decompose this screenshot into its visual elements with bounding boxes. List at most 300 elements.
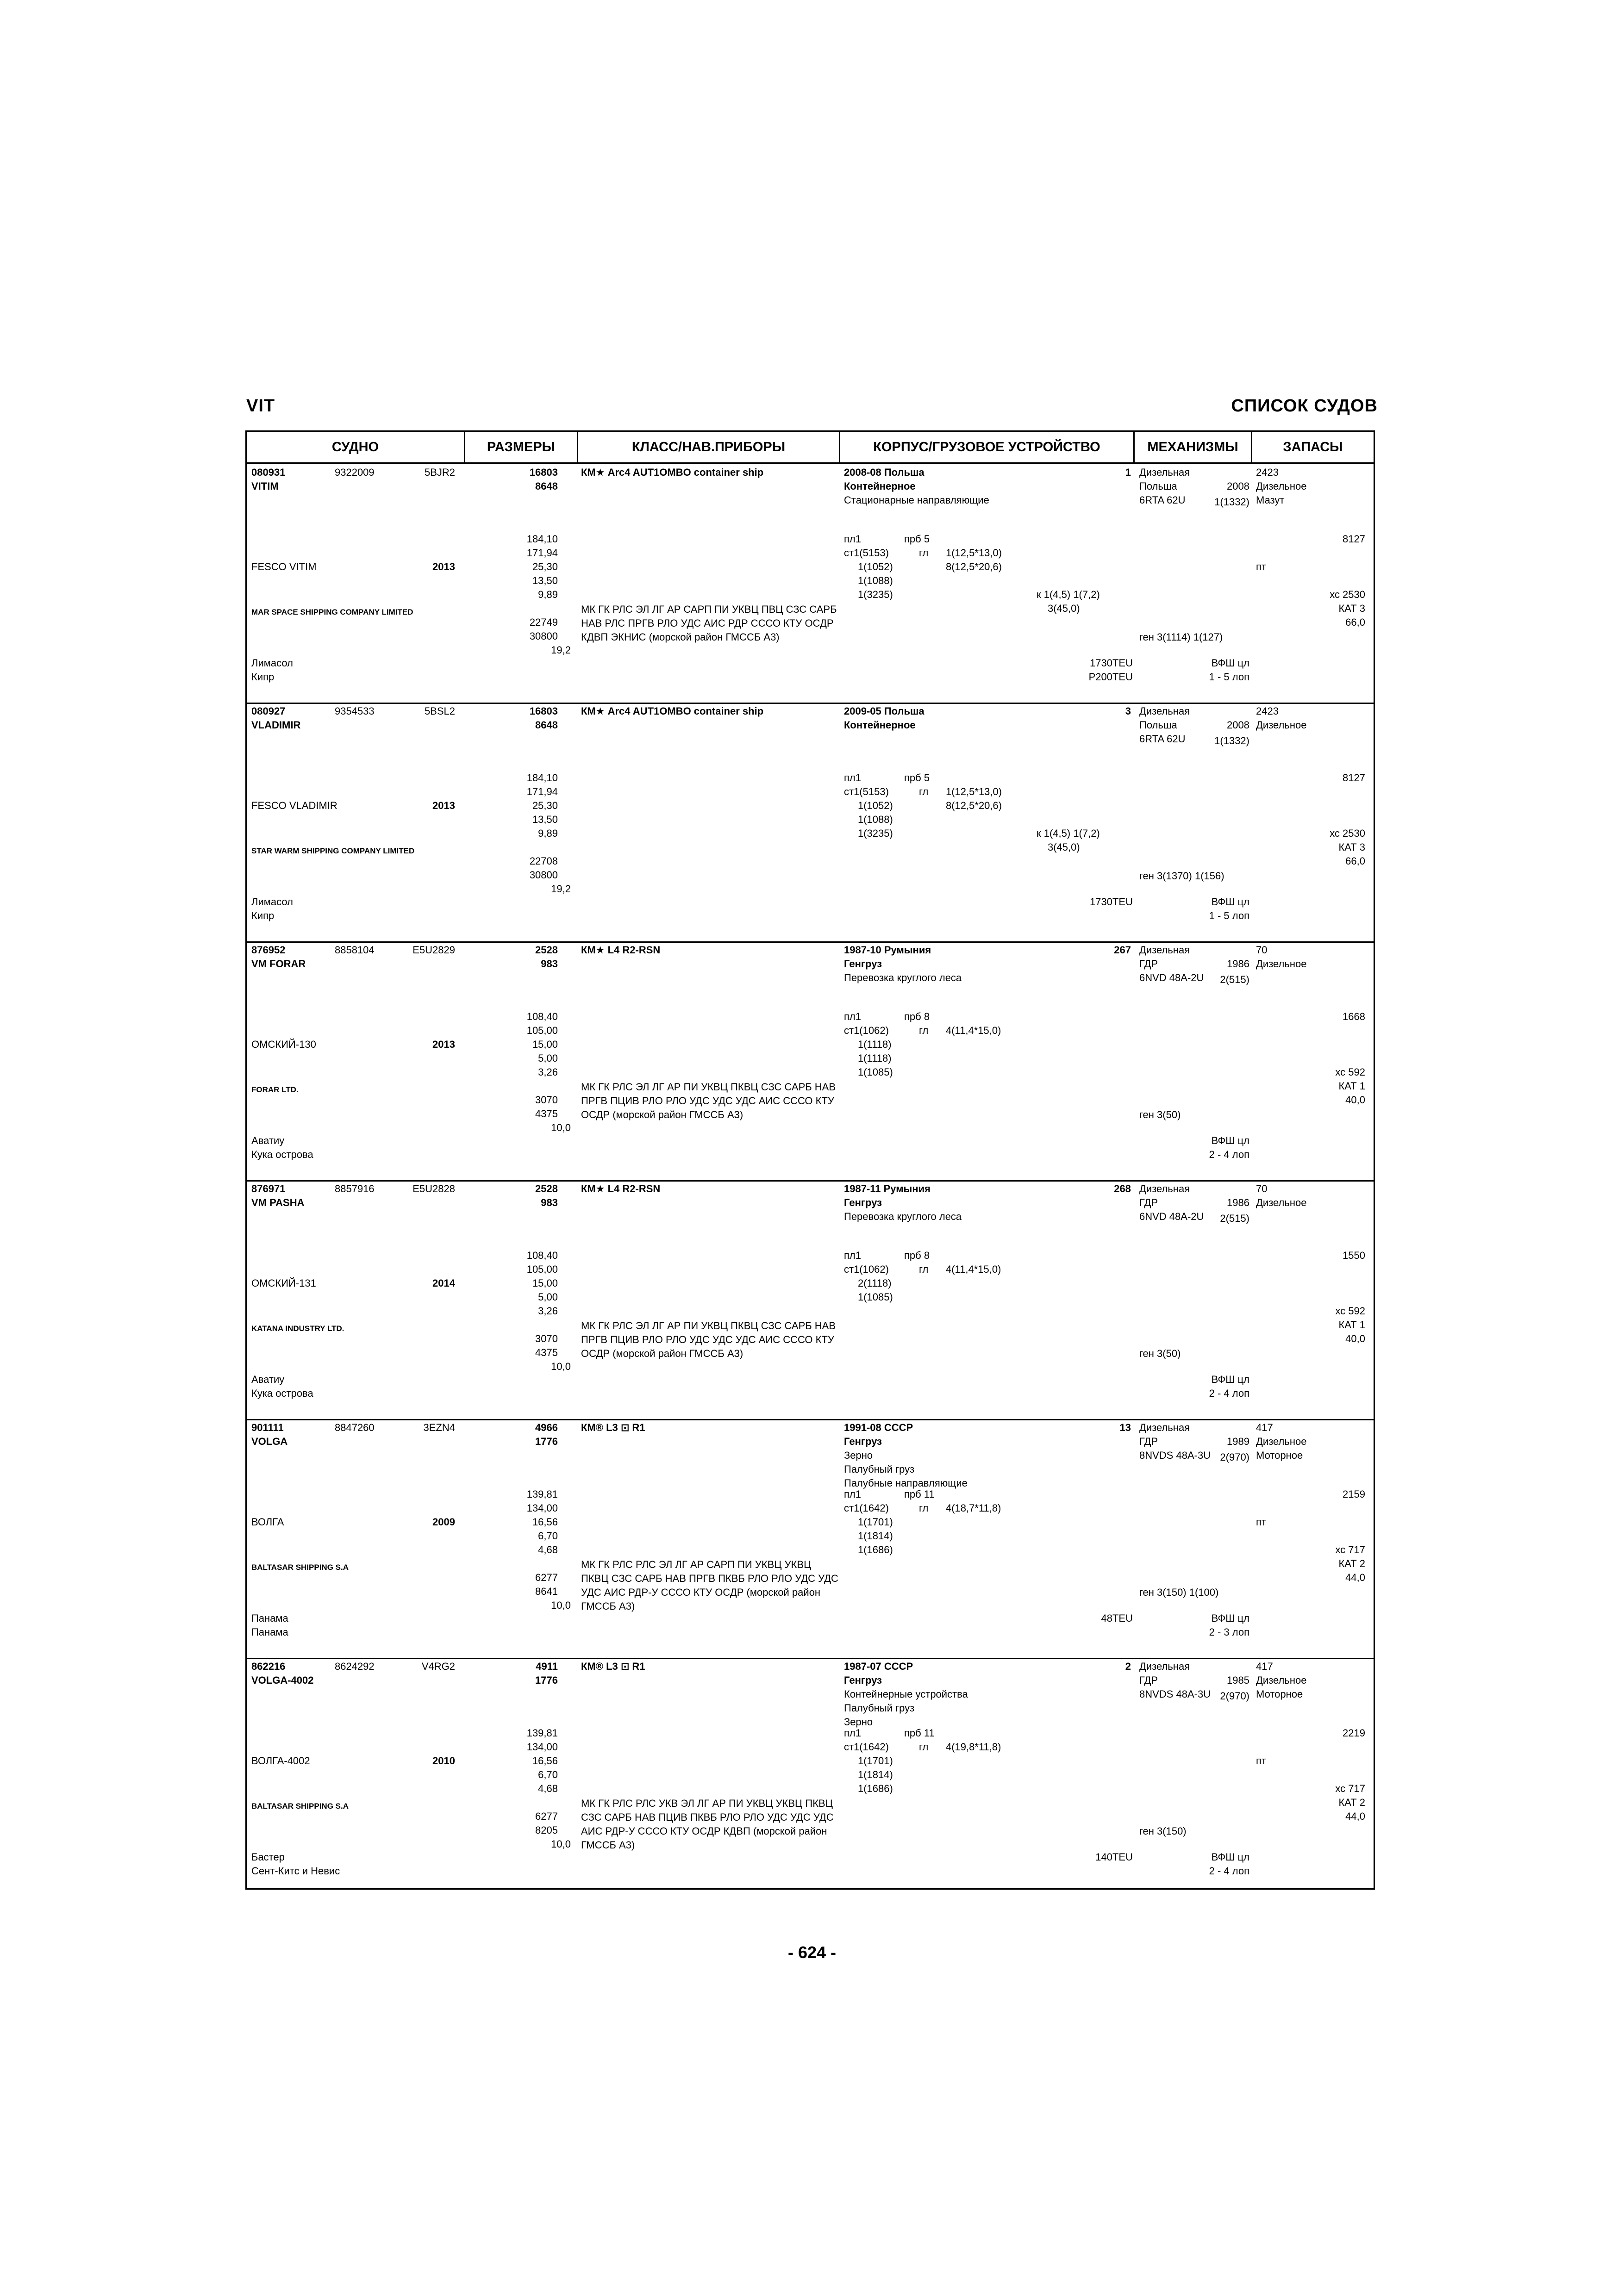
reserve-speed: 40,0 bbox=[1345, 1333, 1365, 1344]
dimension-value: 30800 bbox=[529, 630, 558, 642]
dimension-value: 1776 bbox=[535, 1674, 558, 1686]
dimension-value: 139,81 bbox=[526, 1488, 558, 1500]
reserve-range: 8127 bbox=[1343, 772, 1365, 784]
engine-country: ГДР bbox=[1139, 958, 1158, 970]
dimension-value: 6,70 bbox=[538, 1530, 558, 1542]
dimension-value: 13,50 bbox=[532, 814, 558, 825]
engine-model: 6RTA 62U bbox=[1139, 494, 1186, 506]
fuel-type: Дизельное bbox=[1256, 1674, 1307, 1686]
ship-name: VITIM bbox=[251, 480, 279, 492]
engine-country: ГДР bbox=[1139, 1436, 1158, 1447]
flag-state: Кипр bbox=[251, 671, 275, 683]
dimension-value: 25,30 bbox=[532, 561, 558, 572]
engine-year: 1986 bbox=[1227, 1197, 1249, 1208]
nav-equipment: МК ГК РЛС ЭЛ ЛГ АР САРП ПИ УКВЦ ПВЦ СЗС САРБ НАВ РЛС ПРГВ РЛО УДС АИС РДР СССО КТУ ОСДР КДВП ЭКНИС (морской район ГМССБ А3) bbox=[581, 604, 837, 643]
engine-count: 2(515) bbox=[1220, 974, 1249, 985]
reserve-xs: хс 592 bbox=[1335, 1066, 1365, 1078]
generators: ген 3(150) bbox=[1139, 1825, 1187, 1837]
dimension-value: 10,0 bbox=[551, 1361, 571, 1372]
former-name: FESCO VLADIMIR bbox=[251, 800, 337, 811]
column-header-machinery: МЕХАНИЗМЫ bbox=[1135, 432, 1252, 462]
ship-list-table bbox=[245, 430, 1375, 1890]
registry-number: 901111 bbox=[251, 1422, 284, 1433]
dimension-value: 16803 bbox=[529, 705, 558, 717]
build-date-country: 1987-10 Румыния bbox=[844, 944, 931, 956]
engine-year: 1985 bbox=[1227, 1674, 1249, 1686]
crane-capacity: к 1(4,5) 1(7,2) bbox=[1037, 589, 1100, 600]
hull-feature: Палубные направляющие bbox=[844, 1477, 968, 1489]
ship-record bbox=[247, 1419, 1374, 1659]
ship-type: Контейнерное bbox=[844, 719, 916, 731]
crane-capacity-secondary: 3(45,0) bbox=[1048, 841, 1080, 853]
dimension-value: 10,0 bbox=[551, 1122, 571, 1133]
hold-capacity: 1(1085) bbox=[858, 1291, 893, 1303]
home-port: Бастер bbox=[251, 1851, 285, 1863]
build-date-country: 1987-11 Румыния bbox=[844, 1183, 931, 1195]
fuel-type: Дизельное bbox=[1256, 1197, 1307, 1208]
ship-type: Контейнерное bbox=[844, 480, 916, 492]
hatch-size: 4(11,4*15,0) bbox=[946, 1263, 1001, 1275]
dimension-value: 13,50 bbox=[532, 575, 558, 586]
hold-capacity: 1(1088) bbox=[858, 814, 893, 825]
nav-equipment: МК ГК РЛС ЭЛ ЛГ АР ПИ УКВЦ ПКВЦ СЗС САРБ НАВ ПРГВ ПЦИВ РЛО РЛО УДС УДС УДС АИС СССО КТУ ОСДР (морской район ГМССБ А3) bbox=[581, 1081, 836, 1120]
container-capacity: 1730TEU bbox=[1090, 657, 1133, 669]
hold-capacity: 1(1088) bbox=[858, 575, 893, 586]
dimension-value: 8641 bbox=[535, 1586, 558, 1597]
call-sign: E5U2828 bbox=[412, 1183, 455, 1195]
dimension-value: 22708 bbox=[529, 855, 558, 867]
home-port: Лимасол bbox=[251, 896, 293, 908]
dimension-value: 3,26 bbox=[538, 1305, 558, 1317]
build-date-country: 1991-08 СССР bbox=[844, 1422, 913, 1433]
dimension-value: 3,26 bbox=[538, 1066, 558, 1078]
flag-state: Сент-Китс и Невис bbox=[251, 1865, 340, 1877]
hold-capacity: 2(1118) bbox=[858, 1277, 892, 1289]
column-header-reserves: ЗАПАСЫ bbox=[1283, 440, 1343, 454]
home-port: Панама bbox=[251, 1612, 288, 1624]
hull-feature: Контейнерные устройства bbox=[844, 1688, 968, 1700]
ship-type: Генгруз bbox=[844, 1197, 882, 1208]
reserve-power: 417 bbox=[1256, 1661, 1273, 1672]
hold-capacity: ст1(1062) bbox=[844, 1025, 889, 1036]
former-name: ВОЛГА bbox=[251, 1516, 284, 1528]
propeller: ВФШ цл bbox=[1211, 1612, 1249, 1624]
reserve-power: 2423 bbox=[1256, 705, 1279, 717]
engine-model: 8NVDS 48A-3U bbox=[1139, 1688, 1211, 1700]
fuel-type: Моторное bbox=[1256, 1450, 1303, 1461]
dimension-value: 22749 bbox=[529, 616, 558, 628]
hull-number: 268 bbox=[1114, 1183, 1131, 1195]
dimension-value: 3070 bbox=[535, 1094, 558, 1106]
propeller: ВФШ цл bbox=[1211, 1374, 1249, 1385]
dimension-value: 16803 bbox=[529, 467, 558, 478]
generators: ген 3(150) 1(100) bbox=[1139, 1587, 1219, 1598]
engine-count: 1(1332) bbox=[1214, 496, 1249, 508]
ship-record bbox=[247, 703, 1374, 943]
hatch-prefix: гл bbox=[919, 1263, 929, 1275]
deck-count: пл1 bbox=[844, 772, 861, 784]
dimension-value: 19,2 bbox=[551, 644, 571, 656]
reserve-category: КАТ 1 bbox=[1338, 1080, 1365, 1092]
imo-number: 8847260 bbox=[335, 1422, 375, 1433]
hold-capacity: 1(1052) bbox=[858, 800, 893, 811]
dimension-value: 184,10 bbox=[526, 772, 558, 784]
hold-capacity: 1(1701) bbox=[858, 1516, 893, 1528]
reserve-power: 70 bbox=[1256, 1183, 1268, 1195]
reserve-power: 2423 bbox=[1256, 467, 1279, 478]
engine-count: 1(1332) bbox=[1214, 735, 1249, 747]
ship-name: VM PASHA bbox=[251, 1197, 305, 1208]
hull-feature: Перевозка круглого леса bbox=[844, 1211, 962, 1222]
crane-capacity: к 1(4,5) 1(7,2) bbox=[1037, 828, 1100, 839]
fuel-type: Дизельное bbox=[1256, 480, 1307, 492]
engine-count: 2(515) bbox=[1220, 1213, 1249, 1224]
build-date-country: 1987-07 СССР bbox=[844, 1661, 913, 1672]
registry-number: 080927 bbox=[251, 705, 286, 717]
nav-equipment: МК ГК РЛС ЭЛ ЛГ АР ПИ УКВЦ ПКВЦ СЗС САРБ НАВ ПРГВ ПЦИВ РЛО РЛО УДС УДС УДС АИС СССО КТУ ОСДР (морской район ГМССБ А3) bbox=[581, 1320, 836, 1359]
reserve-speed: 66,0 bbox=[1345, 616, 1365, 628]
ship-name: VM FORAR bbox=[251, 958, 306, 970]
fuel-type: Дизельное bbox=[1256, 958, 1307, 970]
column-header-row bbox=[247, 432, 1374, 464]
hold-capacity: 1(1686) bbox=[858, 1783, 893, 1794]
engine-country: Польша bbox=[1139, 719, 1177, 731]
dimension-value: 4966 bbox=[535, 1422, 558, 1433]
reserve-range: 8127 bbox=[1343, 533, 1365, 545]
deck-count: пл1 bbox=[844, 1488, 861, 1500]
engine-type: Дизельная bbox=[1139, 1661, 1190, 1672]
ship-type: Генгруз bbox=[844, 1436, 882, 1447]
engine-type: Дизельная bbox=[1139, 1183, 1190, 1195]
hold-capacity: ст1(5153) bbox=[844, 547, 889, 559]
engine-year: 1989 bbox=[1227, 1436, 1249, 1447]
ship-record bbox=[247, 1180, 1374, 1420]
engine-type: Дизельная bbox=[1139, 1422, 1190, 1433]
hull-feature: Перевозка круглого леса bbox=[844, 972, 962, 983]
dimension-value: 8205 bbox=[535, 1824, 558, 1836]
propeller-blades: 2 - 4 лоп bbox=[1209, 1388, 1249, 1399]
owner-name: BALTASAR SHIPPING S.A bbox=[251, 1563, 349, 1572]
propeller: ВФШ цл bbox=[1211, 896, 1249, 908]
reserve-speed: 44,0 bbox=[1345, 1572, 1365, 1583]
call-sign: 3EZN4 bbox=[423, 1422, 455, 1433]
dimension-value: 8648 bbox=[535, 480, 558, 492]
hull-number: 1 bbox=[1125, 467, 1131, 478]
ship-record bbox=[247, 464, 1374, 704]
former-name-year: 2014 bbox=[432, 1277, 455, 1289]
home-port: Аватиу bbox=[251, 1374, 285, 1385]
deck-count: пл1 bbox=[844, 1011, 861, 1022]
reserve-range: 2159 bbox=[1343, 1488, 1365, 1500]
dimension-value: 16,56 bbox=[532, 1755, 558, 1767]
fuel-type: Моторное bbox=[1256, 1688, 1303, 1700]
page-number: - 624 - bbox=[787, 1943, 837, 1962]
flag-state: Кука острова bbox=[251, 1388, 313, 1399]
reserve-range: 2219 bbox=[1343, 1727, 1365, 1739]
engine-country: ГДР bbox=[1139, 1674, 1158, 1686]
reserve-category: КАТ 2 bbox=[1338, 1797, 1365, 1808]
hold-capacity: ст1(5153) bbox=[844, 786, 889, 797]
bulkhead-count: прб 5 bbox=[904, 533, 930, 545]
dimension-value: 8648 bbox=[535, 719, 558, 731]
reserve-category: КАТ 3 bbox=[1338, 603, 1365, 614]
hatch-size: 8(12,5*20,6) bbox=[946, 800, 1002, 811]
reserve-range: 1668 bbox=[1343, 1011, 1365, 1022]
imo-number: 8857916 bbox=[335, 1183, 375, 1195]
hull-number: 13 bbox=[1119, 1422, 1131, 1433]
dimension-value: 4,68 bbox=[538, 1783, 558, 1794]
engine-year: 1986 bbox=[1227, 958, 1249, 970]
engine-year: 2008 bbox=[1227, 719, 1249, 731]
dimension-value: 105,00 bbox=[526, 1263, 558, 1275]
owner-name: MAR SPACE SHIPPING COMPANY LIMITED bbox=[251, 608, 413, 616]
hold-capacity: 1(1118) bbox=[858, 1052, 892, 1064]
dimension-value: 10,0 bbox=[551, 1838, 571, 1850]
hatch-size: 4(19,8*11,8) bbox=[946, 1741, 1001, 1753]
former-name-year: 2013 bbox=[432, 561, 455, 572]
hold-capacity: ст1(1062) bbox=[844, 1263, 889, 1275]
former-name-year: 2010 bbox=[432, 1755, 455, 1767]
owner-name: FORAR LTD. bbox=[251, 1085, 299, 1094]
dimension-value: 4,68 bbox=[538, 1544, 558, 1556]
build-date-country: 2008-08 Польша bbox=[844, 467, 924, 478]
ship-type: Генгруз bbox=[844, 1674, 882, 1686]
flag-state: Кука острова bbox=[251, 1149, 313, 1160]
class-notation: КМ★ Arc4 AUT1OMBO container ship bbox=[581, 705, 764, 717]
call-sign: E5U2829 bbox=[412, 944, 455, 956]
dimension-value: 5,00 bbox=[538, 1291, 558, 1303]
ship-record bbox=[247, 941, 1374, 1182]
hold-capacity: 1(1085) bbox=[858, 1066, 893, 1078]
generators: ген 3(1114) 1(127) bbox=[1139, 631, 1223, 643]
former-name-year: 2013 bbox=[432, 1039, 455, 1050]
dimension-value: 4911 bbox=[536, 1661, 558, 1672]
reserve-speed: 44,0 bbox=[1345, 1811, 1365, 1822]
reserve-pt: пт bbox=[1256, 1755, 1266, 1767]
generators: ген 3(50) bbox=[1139, 1348, 1181, 1359]
hull-number: 2 bbox=[1125, 1661, 1131, 1672]
engine-model: 8NVDS 48A-3U bbox=[1139, 1450, 1211, 1461]
hold-capacity: 1(3235) bbox=[858, 828, 893, 839]
dimension-value: 3070 bbox=[535, 1333, 558, 1344]
class-notation: КМ® L3 ⊡ R1 bbox=[581, 1422, 645, 1433]
bulkhead-count: прб 8 bbox=[904, 1250, 930, 1261]
hold-capacity: 1(1052) bbox=[858, 561, 893, 572]
hatch-prefix: гл bbox=[919, 786, 929, 797]
former-name: FESCO VITIM bbox=[251, 561, 317, 572]
reserve-power: 417 bbox=[1256, 1422, 1273, 1433]
propeller: ВФШ цл bbox=[1211, 1135, 1249, 1146]
imo-number: 8858104 bbox=[335, 944, 375, 956]
former-name: ОМСКИЙ-130 bbox=[251, 1039, 316, 1050]
dimension-value: 134,00 bbox=[526, 1502, 558, 1514]
dimension-value: 30800 bbox=[529, 869, 558, 881]
flag-state: Кипр bbox=[251, 910, 275, 921]
deck-count: пл1 bbox=[844, 1727, 861, 1739]
owner-name: STAR WARM SHIPPING COMPANY LIMITED bbox=[251, 846, 415, 855]
dimension-value: 134,00 bbox=[526, 1741, 558, 1753]
reserve-speed: 40,0 bbox=[1345, 1094, 1365, 1106]
engine-type: Дизельная bbox=[1139, 944, 1190, 956]
dimension-value: 9,89 bbox=[538, 828, 558, 839]
column-header-hull: КОРПУС/ГРУЗОВОЕ УСТРОЙСТВО bbox=[840, 432, 1135, 462]
owner-name: KATANA INDUSTRY LTD. bbox=[251, 1324, 344, 1333]
hull-feature: Зерно bbox=[844, 1450, 873, 1461]
home-port: Аватиу bbox=[251, 1135, 285, 1146]
dimension-value: 5,00 bbox=[538, 1052, 558, 1064]
former-name-year: 2009 bbox=[432, 1516, 455, 1528]
former-name: ОМСКИЙ-131 bbox=[251, 1277, 316, 1289]
dimension-value: 4375 bbox=[535, 1108, 558, 1120]
deck-count: пл1 bbox=[844, 1250, 861, 1261]
propeller-blades: 2 - 3 лоп bbox=[1209, 1626, 1249, 1638]
hull-feature: Палубный груз bbox=[844, 1463, 915, 1475]
engine-type: Дизельная bbox=[1139, 705, 1190, 717]
engine-country: ГДР bbox=[1139, 1197, 1158, 1208]
hatch-size: 4(11,4*15,0) bbox=[946, 1025, 1001, 1036]
class-notation: КМ★ Arc4 AUT1OMBO container ship bbox=[581, 467, 764, 478]
engine-country: Польша bbox=[1139, 480, 1177, 492]
propeller: ВФШ цл bbox=[1211, 657, 1249, 669]
running-header-left: VIT bbox=[246, 396, 275, 416]
class-notation: КМ® L3 ⊡ R1 bbox=[581, 1661, 645, 1672]
reserve-category: КАТ 3 bbox=[1338, 841, 1365, 853]
dimension-value: 4375 bbox=[535, 1347, 558, 1358]
engine-count: 2(970) bbox=[1220, 1690, 1249, 1702]
hatch-size: 1(12,5*13,0) bbox=[946, 786, 1002, 797]
column-header-dimensions: РАЗМЕРЫ bbox=[465, 432, 578, 462]
dimension-value: 139,81 bbox=[526, 1727, 558, 1739]
dimension-value: 15,00 bbox=[532, 1277, 558, 1289]
dimension-value: 184,10 bbox=[526, 533, 558, 545]
dimension-value: 9,89 bbox=[538, 589, 558, 600]
dimension-value: 16,56 bbox=[532, 1516, 558, 1528]
dimension-value: 6277 bbox=[535, 1811, 558, 1822]
generators: ген 3(1370) 1(156) bbox=[1139, 870, 1224, 882]
build-date-country: 2009-05 Польша bbox=[844, 705, 924, 717]
hatch-prefix: гл bbox=[919, 1741, 929, 1753]
dimension-value: 19,2 bbox=[551, 883, 571, 895]
crane-capacity-secondary: 3(45,0) bbox=[1048, 603, 1080, 614]
ship-record bbox=[247, 1658, 1374, 1897]
hull-feature: Стационарные направляющие bbox=[844, 494, 989, 506]
dimension-value: 2528 bbox=[535, 1183, 558, 1195]
bulkhead-count: прб 11 bbox=[904, 1488, 935, 1500]
hatch-size: 8(12,5*20,6) bbox=[946, 561, 1002, 572]
hold-capacity: 1(1686) bbox=[858, 1544, 893, 1556]
call-sign: 5BSL2 bbox=[424, 705, 455, 717]
bulkhead-count: прб 11 bbox=[904, 1727, 935, 1739]
registry-number: 876971 bbox=[251, 1183, 286, 1195]
class-notation: КМ★ L4 R2-RSN bbox=[581, 944, 661, 956]
ship-name: VLADIMIR bbox=[251, 719, 301, 731]
dimension-value: 108,40 bbox=[526, 1250, 558, 1261]
deck-count: пл1 bbox=[844, 533, 861, 545]
bulkhead-count: прб 8 bbox=[904, 1011, 930, 1022]
dimension-value: 6,70 bbox=[538, 1769, 558, 1780]
column-header-ship: СУДНО bbox=[247, 432, 465, 462]
bulkhead-count: прб 5 bbox=[904, 772, 930, 784]
engine-type: Дизельная bbox=[1139, 467, 1190, 478]
reserve-power: 70 bbox=[1256, 944, 1268, 956]
engine-model: 6NVD 48A-2U bbox=[1139, 1211, 1204, 1222]
flag-state: Панама bbox=[251, 1626, 288, 1638]
container-capacity: 1730TEU bbox=[1090, 896, 1133, 908]
call-sign: 5BJR2 bbox=[424, 467, 455, 478]
ship-name: VOLGA bbox=[251, 1436, 288, 1447]
fuel-type: Дизельное bbox=[1256, 719, 1307, 731]
former-name: ВОЛГА-4002 bbox=[251, 1755, 310, 1767]
container-capacity-secondary: Р200TEU bbox=[1088, 671, 1133, 683]
hold-capacity: ст1(1642) bbox=[844, 1502, 889, 1514]
dimension-value: 171,94 bbox=[526, 786, 558, 797]
reserve-category: КАТ 2 bbox=[1338, 1558, 1365, 1569]
dimension-value: 1776 bbox=[535, 1436, 558, 1447]
hull-feature: Палубный груз bbox=[844, 1702, 915, 1714]
owner-name: BALTASAR SHIPPING S.A bbox=[251, 1802, 349, 1811]
propeller-blades: 2 - 4 лоп bbox=[1209, 1865, 1249, 1877]
reserve-xs: хс 717 bbox=[1335, 1783, 1365, 1794]
propeller: ВФШ цл bbox=[1211, 1851, 1249, 1863]
propeller-blades: 1 - 5 лоп bbox=[1209, 910, 1249, 921]
ship-type: Генгруз bbox=[844, 958, 882, 970]
registry-number: 876952 bbox=[251, 944, 286, 956]
column-header-class: КЛАСС/НАВ.ПРИБОРЫ bbox=[578, 432, 840, 462]
hold-capacity: 1(1814) bbox=[858, 1530, 893, 1542]
ship-name: VOLGA-4002 bbox=[251, 1674, 314, 1686]
call-sign: V4RG2 bbox=[421, 1661, 455, 1672]
registry-number: 862216 bbox=[251, 1661, 286, 1672]
hatch-prefix: гл bbox=[919, 1025, 929, 1036]
generators: ген 3(50) bbox=[1139, 1109, 1181, 1120]
hold-capacity: 1(1814) bbox=[858, 1769, 893, 1780]
reserve-category: КАТ 1 bbox=[1338, 1319, 1365, 1331]
dimension-value: 171,94 bbox=[526, 547, 558, 559]
reserve-xs: хс 2530 bbox=[1330, 828, 1365, 839]
container-capacity: 140TEU bbox=[1095, 1851, 1133, 1863]
home-port: Лимасол bbox=[251, 657, 293, 669]
dimension-value: 25,30 bbox=[532, 800, 558, 811]
hold-capacity: 1(1701) bbox=[858, 1755, 893, 1767]
registry-number: 080931 bbox=[251, 467, 286, 478]
reserve-xs: хс 717 bbox=[1335, 1544, 1365, 1556]
dimension-value: 108,40 bbox=[526, 1011, 558, 1022]
dimension-value: 105,00 bbox=[526, 1025, 558, 1036]
hold-capacity: ст1(1642) bbox=[844, 1741, 889, 1753]
propeller-blades: 1 - 5 лоп bbox=[1209, 671, 1249, 683]
dimension-value: 6277 bbox=[535, 1572, 558, 1583]
imo-number: 8624292 bbox=[335, 1661, 375, 1672]
reserve-speed: 66,0 bbox=[1345, 855, 1365, 867]
engine-model: 6NVD 48A-2U bbox=[1139, 972, 1204, 983]
hold-capacity: 1(1118) bbox=[858, 1039, 892, 1050]
hull-number: 267 bbox=[1114, 944, 1131, 956]
reserve-pt: пт bbox=[1256, 561, 1266, 572]
dimension-value: 983 bbox=[541, 958, 558, 970]
hatch-prefix: гл bbox=[919, 1502, 929, 1514]
propeller-blades: 2 - 4 лоп bbox=[1209, 1149, 1249, 1160]
dimension-value: 10,0 bbox=[551, 1599, 571, 1611]
fuel-type: Дизельное bbox=[1256, 1436, 1307, 1447]
engine-year: 2008 bbox=[1227, 480, 1249, 492]
nav-equipment: МК ГК РЛС РЛС ЭЛ ЛГ АР САРП ПИ УКВЦ УКВЦ ПКВЦ СЗС САРБ НАВ ПРГВ ПКВБ РЛО РЛО УДС УДС УДС АИС РДР-У СССО КТУ ОСДР (морской район ГМССБ А3) bbox=[581, 1559, 838, 1612]
dimension-value: 15,00 bbox=[532, 1039, 558, 1050]
hatch-prefix: гл bbox=[919, 547, 929, 559]
former-name-year: 2013 bbox=[432, 800, 455, 811]
reserve-xs: хс 2530 bbox=[1330, 589, 1365, 600]
reserve-pt: пт bbox=[1256, 1516, 1266, 1528]
class-notation: КМ★ L4 R2-RSN bbox=[581, 1183, 661, 1195]
